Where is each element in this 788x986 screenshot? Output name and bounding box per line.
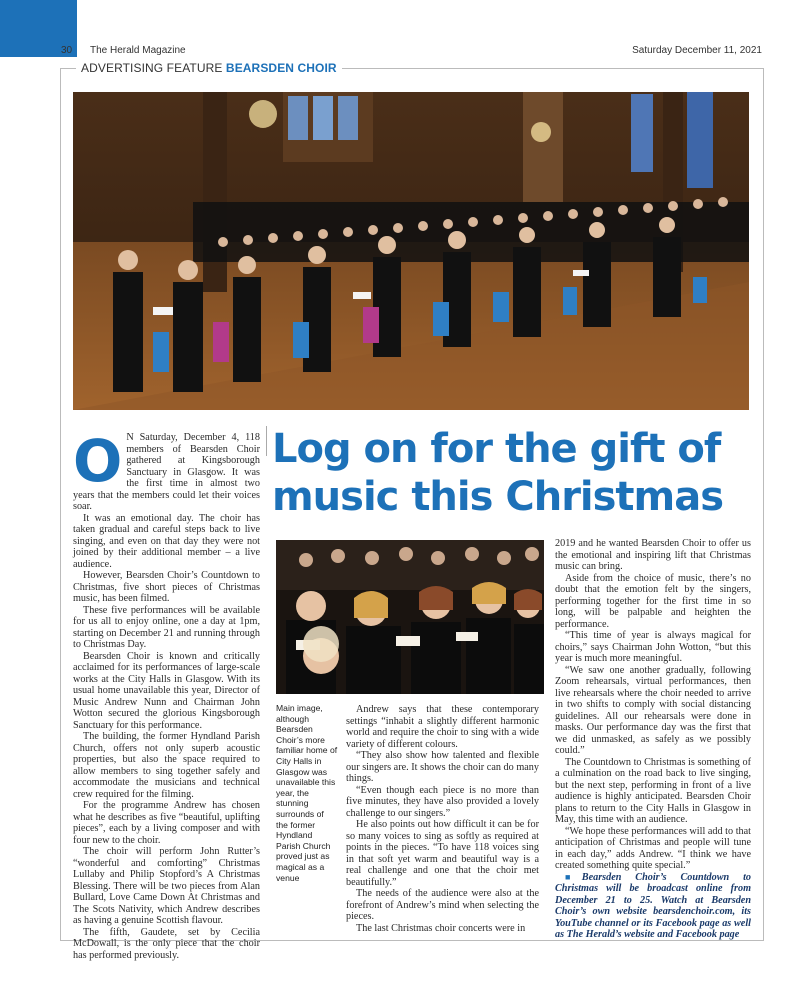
issue-date: Saturday December 11, 2021 [632, 45, 762, 56]
article-column-3 [555, 538, 751, 941]
paragraph: For the programme Andrew has chosen what he describes as five “beautiful, uplifting pieces”, each by a living composer and with four new to the choir. [73, 800, 260, 846]
paragraph: The Countdown to Christmas is something of a culmination on the road back to live singing, but the next step, performing in front of a live audience is highly anticipated. Bearsden Choir plans to return to the City Halls in Glasgow in May, this time with an audience. [555, 756, 751, 825]
page-number: 30 [61, 45, 73, 56]
paragraph: “They also show how talented and flexible our singers are. It shows the choir can do many things. [346, 750, 539, 784]
drop-cap: O [73, 427, 123, 495]
broadcast-promo: ■Bearsden Choir’s Countdown to Christmas will be broadcast online from December 21 to 25. Watch at Bearsden Choir’s own website bearsdenchoir.com, its YouTube channel or its Facebook page as well as The Herald’s website and Facebook page [555, 871, 752, 940]
photo-caption: Main image, although Bearsden Choir’s more familiar home of City Halls in Glasgow was unavailable this year, the stunning surrounds of the former Hyndland Parish Church proved just as magical as a venue [276, 703, 338, 883]
feature-label [76, 61, 342, 75]
paragraph: 2019 and he wanted Bearsden Choir to offer us the emotional and inspiring lift that Christmas music can bring. [555, 538, 751, 572]
paragraph: Andrew says that these contemporary settings “inhabit a slightly different harmonic world and require the choir to sing with a wide variety of different colours. [346, 704, 539, 750]
article-column-2 [346, 704, 539, 934]
paragraph: Aside from the choice of music, there’s no doubt that the emotion felt by the singers, performing together for the first time in so long, will be palpable and heighten the performance. [555, 572, 751, 630]
article-column-1 [73, 427, 260, 961]
section-name: BEARSDEN CHOIR [225, 61, 337, 75]
paragraph: Bearsden Choir is known and critically acclaimed for its performances of large-scale works at the City Halls in Glasgow. With its usual home unavailable this year, Director of Music Andrew Nunn and Chairman John Wotton secured the glorious Kingsborough Sanctuary for this performance. [73, 650, 260, 731]
square-bullet-icon: ■ [565, 871, 582, 882]
paragraph: These five performances will be available for us all to enjoy online, one a day at 1pm, starting on December 21 and running through to Christmas Day. [73, 604, 260, 650]
paragraph: However, Bearsden Choir’s Countdown to Christmas, five short pieces of Christmas music, has been filmed. [73, 570, 260, 604]
intro-paragraph: O N Saturday, December 4, 118 members of Bearsden Choir gathered at Kingsborough Sanctuary in Glasgow. It was the first time in almost two years that the members could let their voices soar. [73, 427, 260, 512]
paragraph: It was an emotional day. The choir has taken gradual and careful steps back to live singing, and even on that day they were not joined by their additional member – a live audience. [73, 512, 260, 570]
headline: Log on for the gift of music this Christmas [272, 426, 724, 520]
paragraph: “Even though each piece is no more than five minutes, they have also provided a lovely challenge to our singers.” [346, 784, 539, 819]
publication-name: The Herald Magazine [90, 45, 186, 56]
paragraph: “This time of year is always magical for choirs,” says Chairman John Wotton, “but this year is much more meaningful. [555, 630, 751, 664]
paragraph: The fifth, Gaudete, set by Cecilia McDowall, is the only piece that the choir has performed previously. [73, 926, 260, 961]
paragraph: He also points out how difficult it can be for so many voices to sing as softly as required at points in the pieces. “To have 118 voices sing in that soft yet warm and beautiful way is a real challenge and one that the choir met beautifully.” [346, 819, 539, 888]
paragraph: The needs of the audience were also at the forefront of Andrew’s mind when selecting the pieces. [346, 888, 539, 922]
advertising-feature-label: ADVERTISING FEATURE [81, 61, 223, 75]
paragraph: The choir will perform John Rutter’s “wonderful and comforting” Christmas Lullaby and Philip Stopford’s A Christmas Blessing. There will be two pieces from Alan Bullard, Love Came Down At Christmas and The Scots Nativity, which Andrew describes as having a genuine Scottish flavour. [73, 846, 260, 926]
column-rule [266, 426, 267, 456]
paragraph: “We hope these performances will add to that anticipation of Christmas and people will tune in each day,” adds Andrew. “I think we have created something quite special.” [555, 825, 751, 871]
inset-photo [276, 540, 544, 694]
main-photo [73, 92, 749, 410]
paragraph: The last Christmas choir concerts were in [356, 922, 526, 934]
paragraph: “We saw one another gradually, following Zoom rehearsals, virtual performances, then live rehearsals where the choir needed to arrive in two shifts to comply with social distancing guidelines. All our rehearsals were done in masks. Our performance day was the first that we did unmasked, as safely as we possibly could.” [555, 664, 751, 756]
paragraph: The building, the former Hyndland Parish Church, offers not only superb acoustic properties, but also the space required to allow members to sing together safely and accommodate the musicians and technical crew required for the filming. [73, 731, 260, 800]
